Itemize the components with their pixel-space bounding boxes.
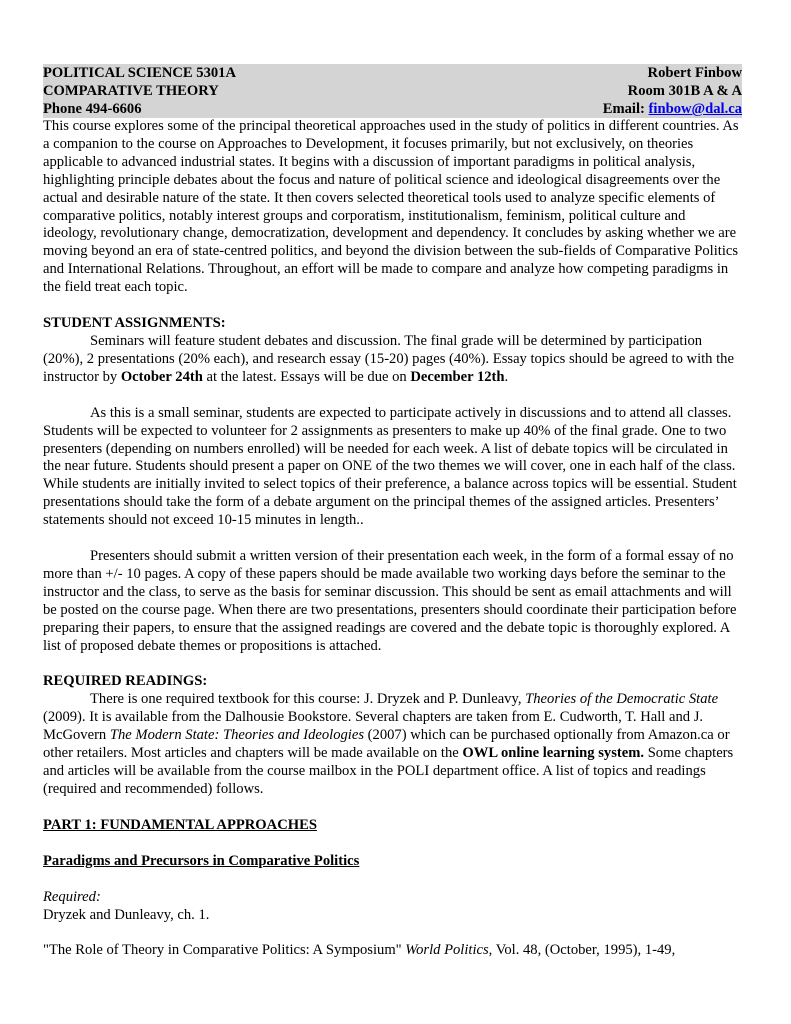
assignments-paragraph-3: Presenters should submit a written version of their presentation each week, in the form of a formal essay of no more than +/- 10 pages. A copy of these papers should be made available two working days before the seminar to the instructor and the class, to serve as the basis for seminar discussion. This should be sent as email attachments and will be posted on the course page. When there are two presentations, presenters should coordinate their participation before preparing their papers, to ensure that the assigned readings are covered and the debate topic is thoroughly explored. A list of proposed debate themes or propositions is attached. bbox=[43, 548, 737, 654]
journal-title: World Politics bbox=[405, 942, 489, 959]
assignments-heading: STUDENT ASSIGNMENTS: bbox=[43, 315, 226, 332]
course-header bbox=[43, 64, 742, 118]
phone-number: Phone 494-6606 bbox=[43, 101, 142, 117]
header-row-3 bbox=[43, 100, 742, 118]
syllabus-page bbox=[43, 64, 742, 960]
optional-book-title: The Modern State: Theories and Ideologies bbox=[109, 727, 365, 744]
header-row-1 bbox=[43, 64, 742, 82]
header-row-2 bbox=[43, 82, 742, 100]
essay-due-date: December 12th bbox=[410, 368, 505, 385]
instructor-name: Robert Finbow bbox=[647, 65, 742, 81]
assignments-paragraph-2: As this is a small seminar, students are expected to participate actively in discussions and to attend all classes. Students will be expected to volunteer for 2 assignments as presenters to make up 40% of the final grade. One to two presenters (depending on numbers enrolled) will be needed for each week. A list of debate topics will be circulated in the near future. Students should present a paper on ONE of the two themes we will cover, one in each half of the class. While students are initially invited to select topics of their preference, a balance across topics will be essential. Student presentations should take the form of a debate argument on the principal themes of the assigned articles. Presenters’ statements should not exceed 10-15 minutes in length.. bbox=[43, 404, 737, 529]
email-line bbox=[603, 100, 742, 118]
course-description: This course explores some of the principal theoretical approaches used in the study of politics in different countries. As a companion to the course on Approaches to Development, it focuses primarily, but not exclusively, on theories applicable to advanced industrial states. It begins with a discussion of important paradigms in political analysis, highlighting principle debates about the focus and nature of political science and ideological disagreements over the actual and desirable nature of the state. It then covers selected theoretical tools used to analyze specific elements of comparative politics, notably interest groups and corporatism, institutionalism, feminism, political culture and ideology, revolutionary change, democratization, development and dependency. It concludes by asking whether we are moving beyond an era of state-centred politics, and beyond the division between the sub-fields of Comparative Politics and International Relations. Throughout, an effort will be made to compare and analyze how competing paradigms in the field treat each topic. bbox=[43, 118, 739, 296]
email-label: Email: bbox=[602, 101, 649, 117]
textbook-title: Theories of the Democratic State bbox=[525, 691, 719, 708]
readings-heading: REQUIRED READINGS: bbox=[43, 673, 208, 690]
office-room: Room 301B A & A bbox=[627, 83, 742, 99]
email-link[interactable]: finbow@dal.ca bbox=[648, 101, 742, 117]
required-label: Required: bbox=[43, 888, 101, 905]
reading-item-1: Dryzek and Dunleavy, ch. 1. bbox=[43, 906, 210, 923]
reading-item-2: "The Role of Theory in Comparative Politics: A Symposium" World Politics, Vol. 48, (October, 1995), 1-49, bbox=[43, 942, 676, 959]
course-code: POLITICAL SCIENCE 5301A bbox=[43, 65, 237, 81]
part1-subheading: Paradigms and Precursors in Comparative Politics bbox=[43, 852, 360, 869]
owl-system-name: OWL online learning system. bbox=[462, 745, 645, 762]
readings-paragraph: There is one required textbook for this course: J. Dryzek and P. Dunleavy, Theories of the Democratic State (2009). It is available from the Dalhousie Bookstore. Several chapters are taken from E. Cudworth, T. Hall and J. McGovern The Modern State: Theories and Ideologies (2007) which can be purchased optionally from Amazon.ca or other retailers. Most articles and chapters will be made available on the OWL online learning system. Some chapters and articles will be available from the course mailbox in the POLI department office. A list of topics and readings (required and recommended) follows. bbox=[43, 691, 734, 797]
essay-topic-deadline: October 24th bbox=[120, 368, 203, 385]
part1-heading: PART 1: FUNDAMENTAL APPROACHES bbox=[43, 816, 317, 833]
assignments-paragraph-1: Seminars will feature student debates and discussion. The final grade will be determined by participation (20%), 2 presentations (20% each), and research essay (15-20) pages (40%). Essay topics should be agreed to with the instructor by October 24th at the latest. Essays will be due on December 12th. bbox=[43, 332, 734, 385]
course-title: COMPARATIVE THEORY bbox=[43, 83, 219, 99]
